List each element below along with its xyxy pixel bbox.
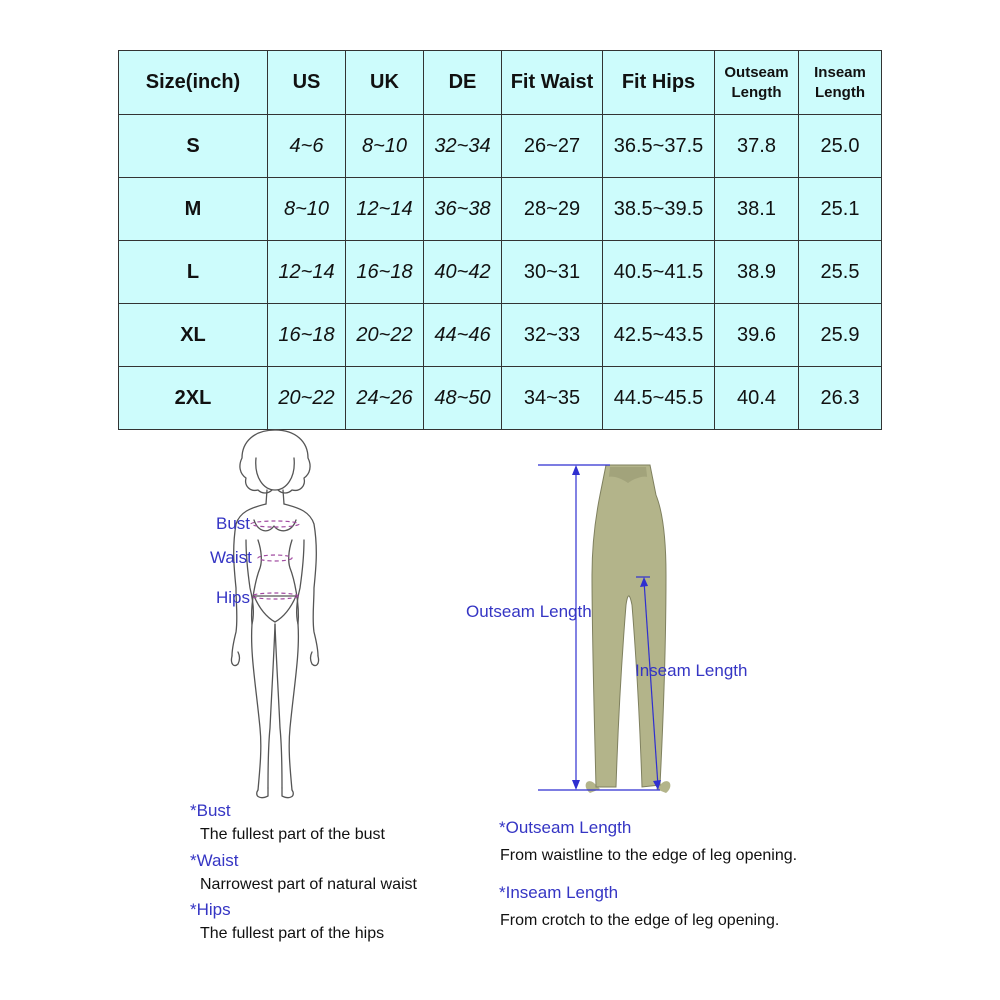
cell-outseam: 38.1	[715, 178, 799, 241]
header-outseam: Outseam Length	[715, 51, 799, 115]
cell-outseam: 40.4	[715, 367, 799, 430]
body-measurement-figure	[150, 428, 400, 803]
note-text-inseam: From crotch to the edge of leg opening.	[500, 912, 780, 929]
cell-size: L	[119, 241, 268, 304]
cell-size: 2XL	[119, 367, 268, 430]
table-header-row	[119, 51, 882, 115]
woman-outline-illustration	[150, 428, 400, 803]
cell-fit-waist: 26~27	[502, 115, 603, 178]
cell-fit-waist: 28~29	[502, 178, 603, 241]
note-title-waist: *Waist	[190, 851, 239, 870]
outseam-label: Outseam Length	[466, 602, 592, 621]
header-uk: UK	[346, 51, 424, 115]
waist-label: Waist	[210, 548, 252, 567]
note-text-hips: The fullest part of the hips	[200, 925, 385, 942]
header-size: Size(inch)	[119, 51, 268, 115]
cell-outseam: 39.6	[715, 304, 799, 367]
cell-uk: 20~22	[346, 304, 424, 367]
header-fit-hips: Fit Hips	[603, 51, 715, 115]
cell-fit-hips: 40.5~41.5	[603, 241, 715, 304]
note-text-waist: Narrowest part of natural waist	[200, 876, 417, 893]
cell-de: 32~34	[424, 115, 502, 178]
outseam-arrow-bottom	[572, 780, 580, 790]
header-de: DE	[424, 51, 502, 115]
table-row	[119, 115, 882, 178]
inseam-label: Inseam Length	[635, 661, 748, 680]
header-fit-waist: Fit Waist	[502, 51, 603, 115]
cell-uk: 8~10	[346, 115, 424, 178]
cell-fit-hips: 38.5~39.5	[603, 178, 715, 241]
cell-size: XL	[119, 304, 268, 367]
cell-de: 48~50	[424, 367, 502, 430]
cell-fit-waist: 32~33	[502, 304, 603, 367]
pants-illustration	[460, 455, 760, 800]
cell-us: 12~14	[268, 241, 346, 304]
table-row	[119, 304, 882, 367]
cell-fit-hips: 44.5~45.5	[603, 367, 715, 430]
outseam-arrow-top	[572, 465, 580, 475]
table-row	[119, 178, 882, 241]
cell-fit-hips: 36.5~37.5	[603, 115, 715, 178]
cell-inseam: 25.1	[799, 178, 882, 241]
cell-fit-waist: 30~31	[502, 241, 603, 304]
cell-size: M	[119, 178, 268, 241]
cell-outseam: 38.9	[715, 241, 799, 304]
note-text-outseam: From waistline to the edge of leg opening.	[500, 847, 798, 864]
table-row	[119, 367, 882, 430]
note-title-inseam: *Inseam Length	[499, 883, 619, 902]
cell-de: 40~42	[424, 241, 502, 304]
note-title-outseam: *Outseam Length	[499, 818, 632, 837]
bust-line	[251, 521, 299, 527]
note-title-hips: *Hips	[190, 900, 231, 919]
cell-inseam: 26.3	[799, 367, 882, 430]
header-inseam: Inseam Length	[799, 51, 882, 115]
cell-fit-waist: 34~35	[502, 367, 603, 430]
cell-uk: 24~26	[346, 367, 424, 430]
cell-inseam: 25.5	[799, 241, 882, 304]
cell-fit-hips: 42.5~43.5	[603, 304, 715, 367]
waist-line	[258, 555, 292, 561]
hips-label: Hips	[216, 588, 251, 607]
pants-measurement-figure	[460, 455, 760, 800]
cell-inseam: 25.0	[799, 115, 882, 178]
cell-us: 16~18	[268, 304, 346, 367]
table-row	[119, 241, 882, 304]
cell-us: 4~6	[268, 115, 346, 178]
bust-label: Bust	[216, 514, 251, 533]
cell-de: 44~46	[424, 304, 502, 367]
cell-inseam: 25.9	[799, 304, 882, 367]
cell-de: 36~38	[424, 178, 502, 241]
note-text-bust: The fullest part of the bust	[200, 826, 385, 843]
pants-shape	[586, 465, 671, 793]
size-chart-table	[118, 50, 882, 430]
cell-outseam: 37.8	[715, 115, 799, 178]
cell-uk: 12~14	[346, 178, 424, 241]
cell-us: 8~10	[268, 178, 346, 241]
note-title-bust: *Bust	[190, 801, 231, 820]
cell-us: 20~22	[268, 367, 346, 430]
cell-size: S	[119, 115, 268, 178]
header-us: US	[268, 51, 346, 115]
cell-uk: 16~18	[346, 241, 424, 304]
